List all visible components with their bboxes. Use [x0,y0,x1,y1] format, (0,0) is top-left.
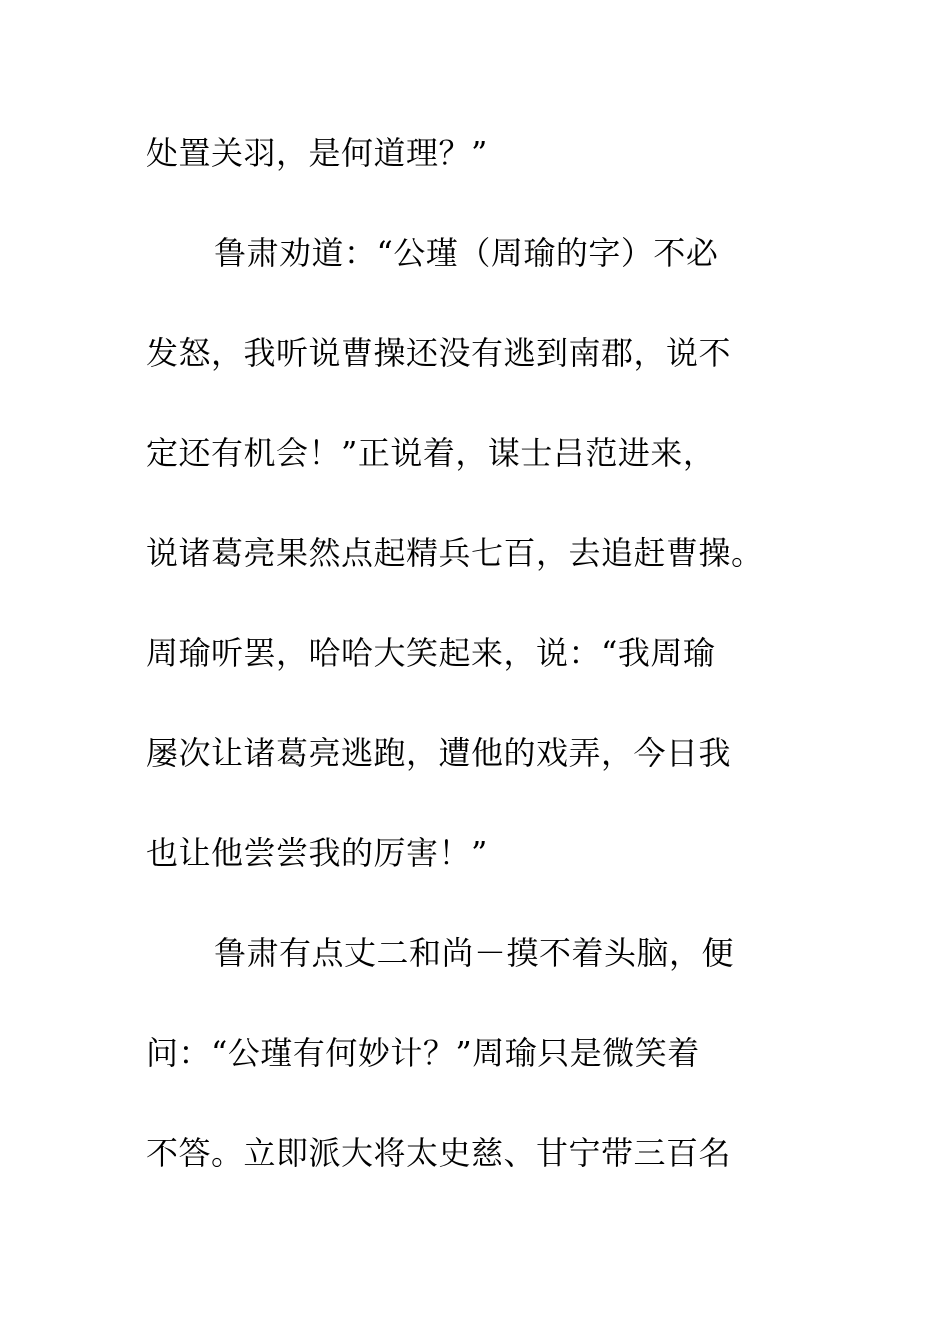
paragraph-first-line: 鲁肃劝道：“公瑾（周瑜的字）不必 [214,234,719,272]
text-line: 处置关羽，是何道理？” [146,134,488,172]
text-line: 不答。立即派大将太史慈、甘宁带三百名 [146,1134,732,1172]
text-line: 发怒，我听说曹操还没有逃到南郡，说不 [146,334,732,372]
text-line: 也让他尝尝我的厉害！” [146,834,488,872]
text-line: 问：“公瑾有何妙计？”周瑜只是微笑着 [146,1034,700,1072]
text-line: 定还有机会！”正说着，谋士吕范进来， [146,434,716,472]
text-line: 说诸葛亮果然点起精兵七百，去追赶曹操。 [146,534,764,572]
paragraph-first-line: 鲁肃有点丈二和尚－摸不着头脑，便 [214,934,735,972]
text-line: 周瑜听罢，哈哈大笑起来，说：“我周瑜 [146,634,716,672]
text-line: 屡次让诸葛亮逃跑，遭他的戏弄，今日我 [146,734,732,772]
